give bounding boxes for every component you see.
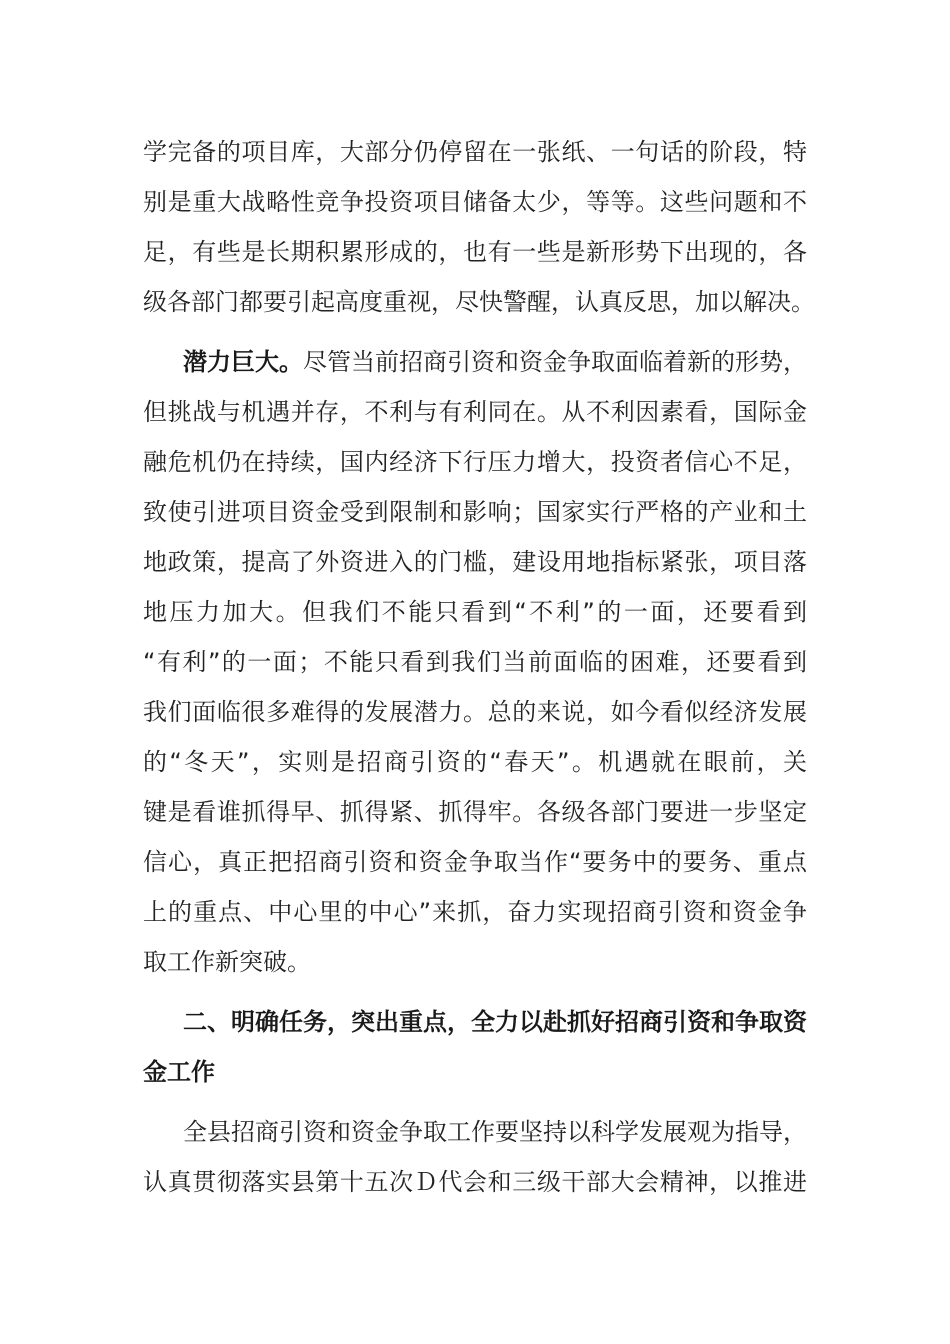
text-line-first: 全县招商引资和资金争取工作要坚持以科学发展观为指导， <box>183 1118 807 1146</box>
text-line: 取工作新突破。 <box>143 948 311 976</box>
text-line: 上的重点、中心里的中心”来抓，奋力实现招商引资和资金争 <box>143 898 807 926</box>
text-line: 地政策，提高了外资进入的门槛，建设用地指标紧张，项目落 <box>143 548 807 576</box>
text-line: 键是看谁抓得早、抓得紧、抓得牢。各级各部门要进一步坚定 <box>143 798 807 826</box>
text-line: 融危机仍在持续，国内经济下行压力增大，投资者信心不足， <box>143 448 807 476</box>
text-line: 足，有些是长期积累形成的，也有一些是新形势下出现的，各 <box>143 238 807 266</box>
heading-line: 二、明确任务，突出重点，全力以赴抓好招商引资和争取资 <box>183 1008 807 1036</box>
text-line: 学完备的项目库，大部分仍停留在一张纸、一句话的阶段，特 <box>143 138 807 166</box>
text-line: 认真贯彻落实县第十五次Ｄ代会和三级干部大会精神，以推进 <box>143 1168 807 1196</box>
text-line: “有利”的一面；不能只看到我们当前面临的困难，还要看到 <box>143 648 807 676</box>
text-line: 别是重大战略性竞争投资项目储备太少，等等。这些问题和不 <box>143 188 807 216</box>
text-line: 级各部门都要引起高度重视，尽快警醒，认真反思，加以解决。 <box>143 288 815 316</box>
text-line-first <box>183 337 807 387</box>
text-span: 尽管当前招商引资和资金争取面临着新的形势， <box>303 348 807 376</box>
lead-heading: 潜力巨大。 <box>183 348 303 376</box>
text-line: 致使引进项目资金受到限制和影响；国家实行严格的产业和土 <box>143 498 807 526</box>
text-line: 的“冬天”，实则是招商引资的“春天”。机遇就在眼前，关 <box>143 748 807 776</box>
text-line: 但挑战与机遇并存，不利与有利同在。从不利因素看，国际金 <box>143 398 807 426</box>
text-line: 我们面临很多难得的发展潜力。总的来说，如今看似经济发展 <box>143 698 807 726</box>
heading-line: 金工作 <box>143 1058 215 1086</box>
text-line: 地压力加大。但我们不能只看到“不利”的一面，还要看到 <box>143 598 807 626</box>
text-line: 信心，真正把招商引资和资金争取当作“要务中的要务、重点 <box>143 848 807 876</box>
